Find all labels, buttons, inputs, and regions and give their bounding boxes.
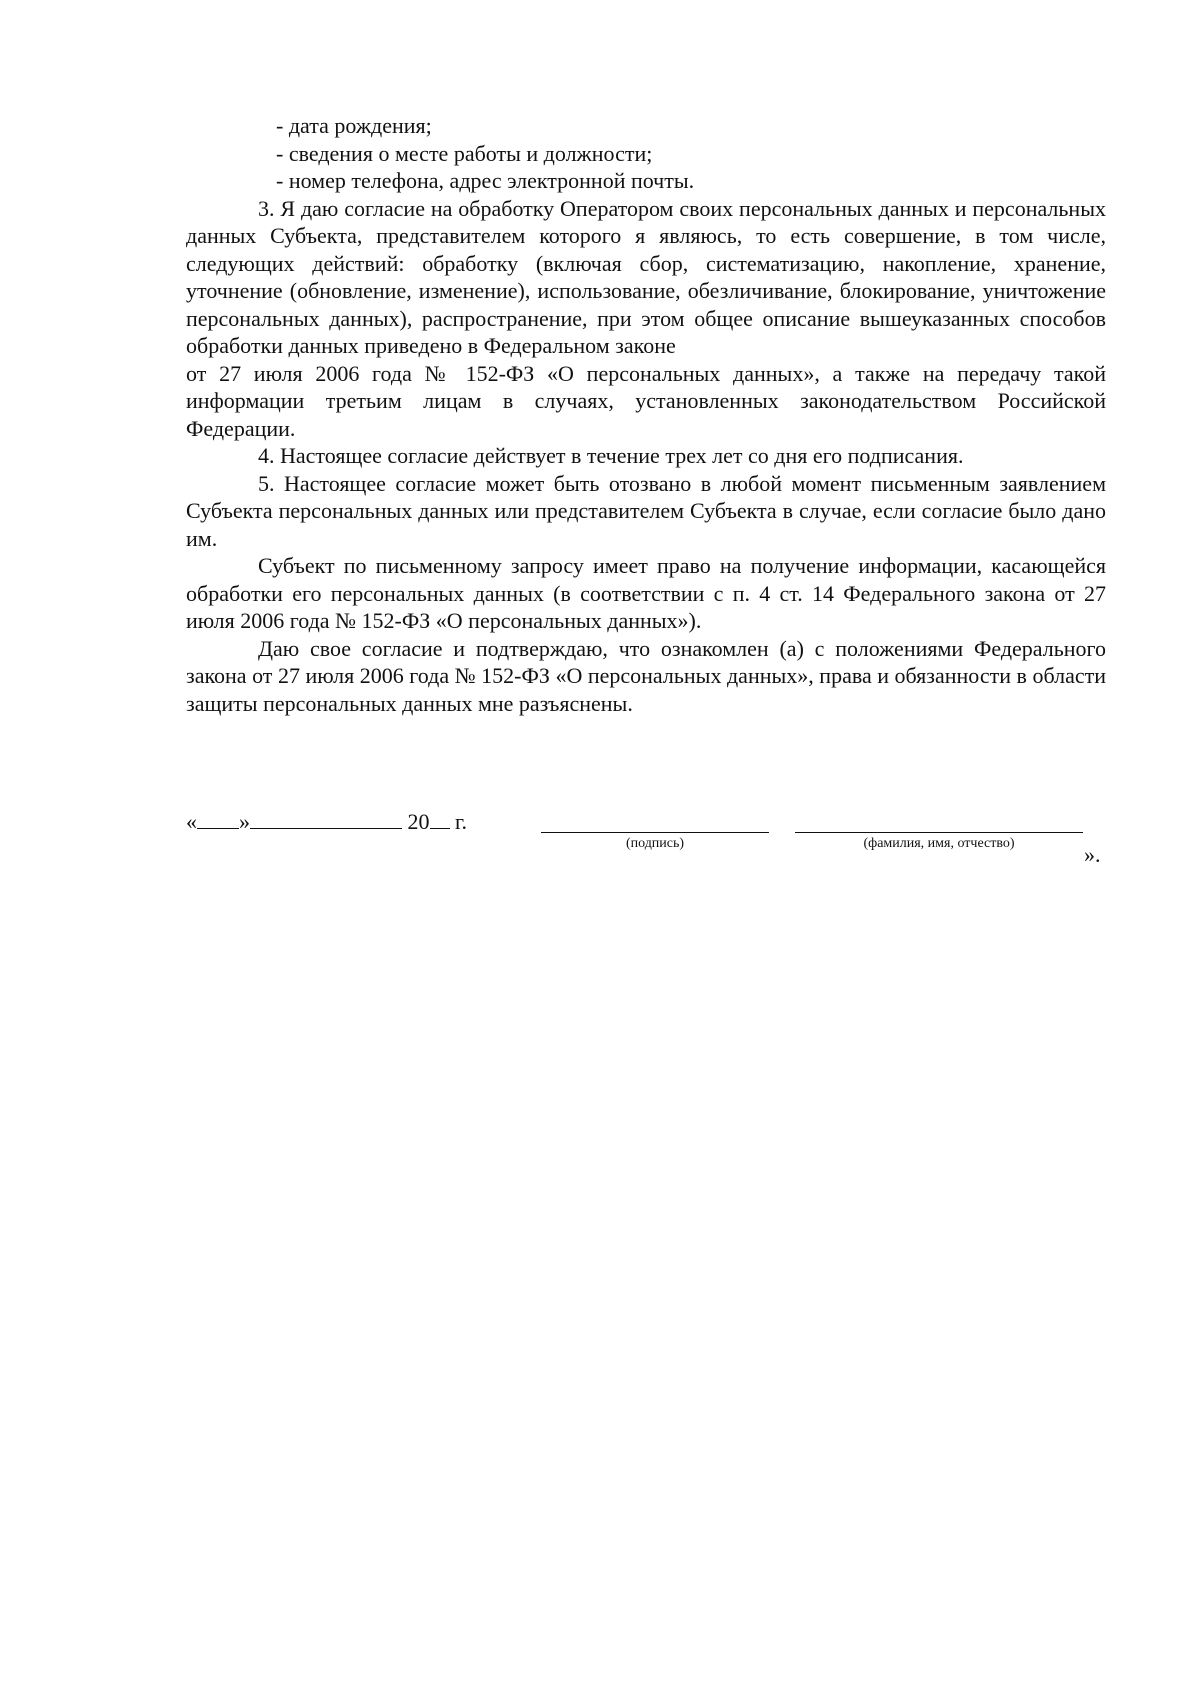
full-name-field[interactable] <box>795 832 1083 833</box>
date-line <box>186 808 467 835</box>
list-item-birthdate: - дата рождения; <box>276 113 432 138</box>
full-name-caption: (фамилия, имя, отчество) <box>863 836 1015 851</box>
paragraph-subject-rights: Субъект по письменному запросу имеет право на получение информации, касающейся обработки его персональных данных (в соответствии с п. 4 ст. 14 Федерального закона от 27 июля 2006 года № 152-ФЗ «О персональных данных»). <box>186 553 1106 633</box>
document-body <box>186 112 1106 717</box>
day-blank[interactable] <box>197 808 239 829</box>
signature-field[interactable] <box>541 832 769 833</box>
list-item-workplace: - сведения о месте работы и должности; <box>276 140 653 166</box>
closing-quote: ». <box>1084 842 1101 867</box>
year-blank[interactable] <box>430 808 450 829</box>
paragraph-4-validity: 4. Настоящее согласие действует в течение трех лет со дня его подписания. <box>258 443 964 468</box>
date-open-quote: « <box>186 809 197 834</box>
month-blank[interactable] <box>250 808 402 829</box>
paragraph-3-consent: 3. Я даю согласие на обработку Оператором своих персональных данных и персональных данных Субъекта, представителем которого я являюсь, то есть совершение, в том числе, следующих действий: обработку (включая сбор, систематизацию, накопление, хранение, уточнение (обновление, изменение), использование, обезличивание, блокирование, уничтожение персональных данных), распространение, при этом общее описание вышеуказанных способов обработки данных приведено в Федеральном законе <box>186 195 1106 358</box>
signature-caption: (подпись) <box>625 836 685 851</box>
paragraph-acknowledgement: Даю свое согласие и подтверждаю, что ознакомлен (а) с положениями Федерального закона от 27 июля 2006 года № 152-ФЗ «О персональных данных», права и обязанности в области защиты персональных данных мне разъяснены. <box>186 635 1106 716</box>
date-close-quote: » <box>239 809 250 834</box>
list-item-contacts: - номер телефона, адрес электронной почты. <box>276 168 695 193</box>
year-suffix: г. <box>455 809 468 834</box>
paragraph-5-revocation: 5. Настоящее согласие может быть отозвано в любой момент письменным заявлением Субъекта персональных данных или представителем Субъекта в случае, если согласие было дано им. <box>186 470 1106 551</box>
year-prefix: 20 <box>407 809 430 834</box>
paragraph-3-continuation: от 27 июля 2006 года № 152-ФЗ «О персональных данных», а также на передачу такой информации третьим лицам в случаях, установленных законодательством Российской Федерации. <box>186 360 1106 441</box>
